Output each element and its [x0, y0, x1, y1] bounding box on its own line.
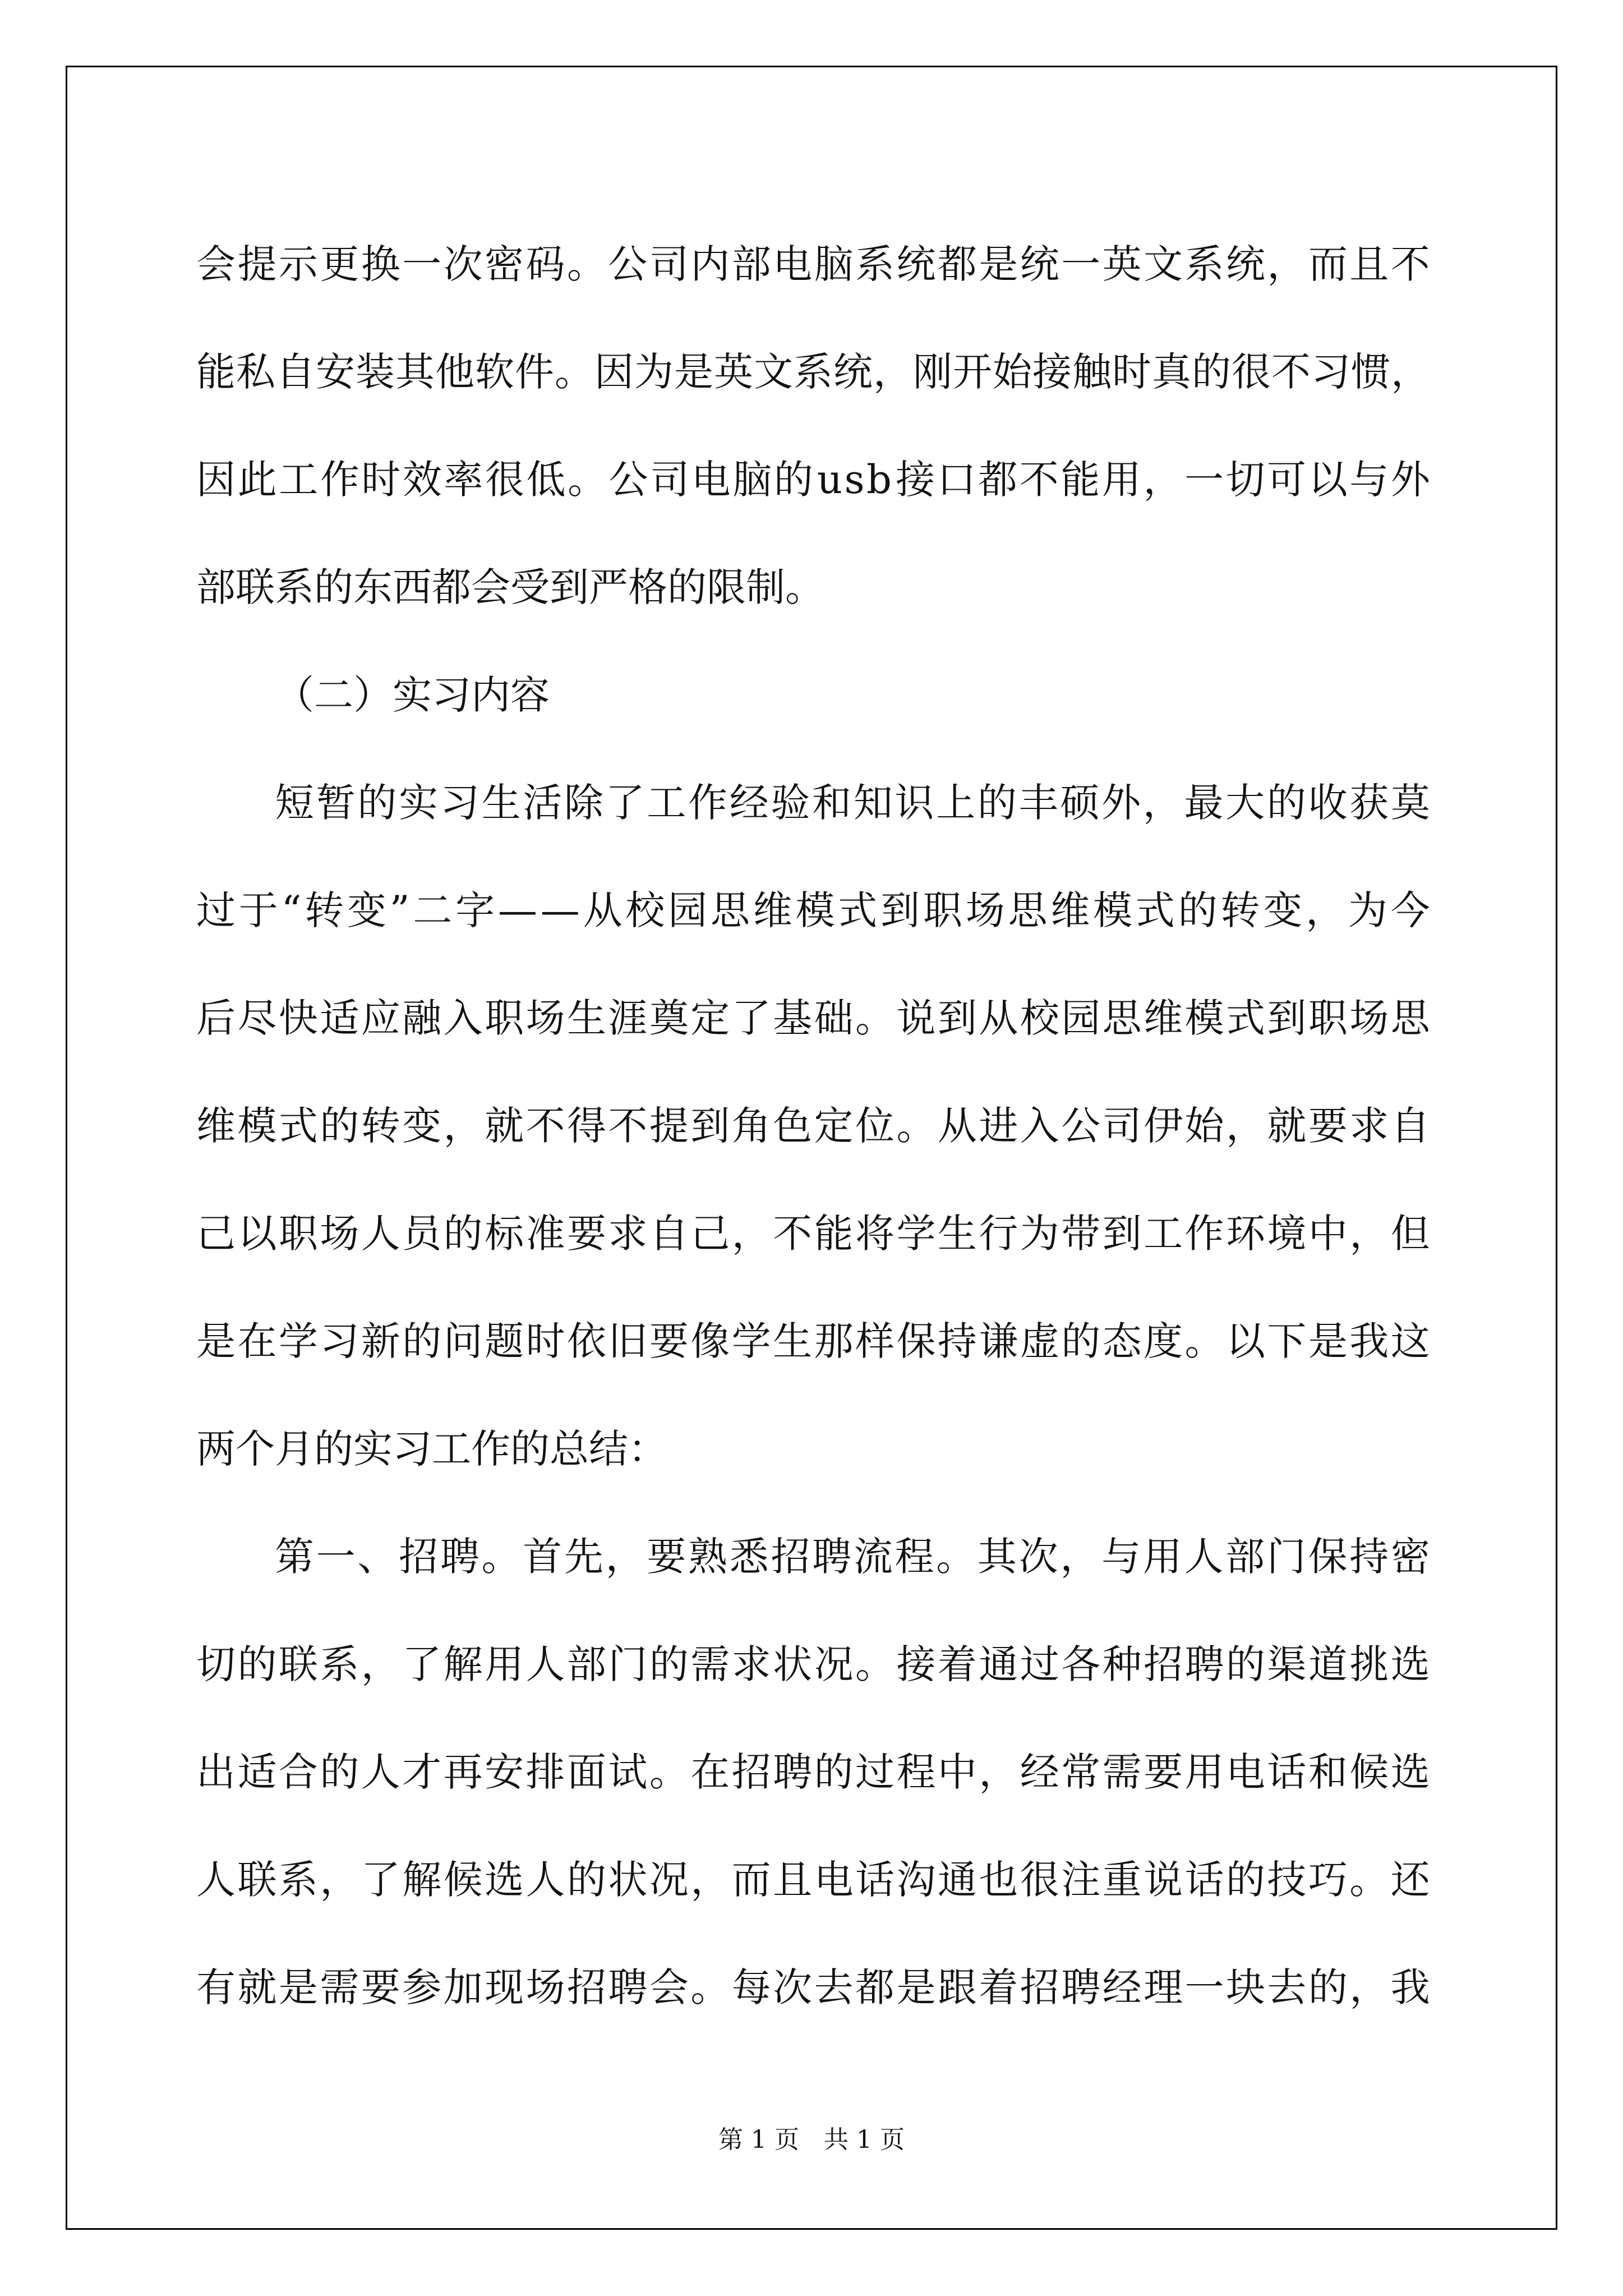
text-line: 会 提 示 更 换 一 次 密 码 。 公 司 内 部 电 脑 系 统 都 是 统 一 英 文 系 统 ， 而 且 不: [196, 241, 1430, 287]
text-line: 维 模 式 的 转 变 ， 就 不 得 不 提 到 角 色 定 位 。 从 进 入 公 司 伊 始 ， 就 要 求 自: [196, 1103, 1430, 1149]
text-line: 因 此 工 作 时 效 率 很 低 。 公 司 电 脑 的 u s b 接 口 都 不 能 用 ， 一 切 可 以 与 外: [196, 457, 1430, 503]
text-line: 有 就 是 需 要 参 加 现 场 招 聘 会 。 每 次 去 都 是 跟 着 招 聘 经 理 一 块 去 的 ， 我: [196, 1964, 1430, 2010]
text-line: 能 私 自 安 装 其 他 软 件 。 因 为 是 英 文 系 统 ， 刚 开 始 接 触 时 真 的 很 不 习 惯 ，: [196, 349, 1430, 395]
document-body: [196, 210, 1430, 2041]
text-line: 是 在 学 习 新 的 问 题 时 依 旧 要 像 学 生 那 样 保 持 谦 虚 的 态 度 。 以 下 是 我 这: [196, 1318, 1430, 1364]
text-line: 过 于 “ 转 变 ” 二 字 — — 从 校 园 思 维 模 式 到 职 场 思 维 模 式 的 转 变 ， 为 今: [196, 887, 1430, 933]
text-line: 切 的 联 系 ， 了 解 用 人 部 门 的 需 求 状 况 。 接 着 通 过 各 种 招 聘 的 渠 道 挑 选: [196, 1641, 1430, 1687]
text-line: 短 暂 的 实 习 生 活 除 了 工 作 经 验 和 知 识 上 的 丰 硕 外 ， 最 大 的 收 获 莫: [275, 780, 1430, 826]
text-line: 己 以 职 场 人 员 的 标 准 要 求 自 己 ， 不 能 将 学 生 行 为 带 到 工 作 环 境 中 ， 但: [196, 1211, 1430, 1257]
text-line: 出 适 合 的 人 才 再 安 排 面 试 。 在 招 聘 的 过 程 中 ， 经 常 需 要 用 电 话 和 候 选: [196, 1749, 1430, 1795]
section-heading: （二）实习内容: [275, 672, 550, 718]
page-footer: 第 1 页 共 1 页: [718, 2125, 905, 2154]
text-line: 两个月的实习工作的总结：: [196, 1426, 667, 1472]
text-line: 部联系的东西都会受到严格的限制。: [196, 564, 824, 610]
text-line: 后 尽 快 适 应 融 入 职 场 生 涯 奠 定 了 基 础 。 说 到 从 校 园 思 维 模 式 到 职 场 思: [196, 995, 1430, 1041]
text-line: 人 联 系 ， 了 解 候 选 人 的 状 况 ， 而 且 电 话 沟 通 也 很 注 重 说 话 的 技 巧 。 还: [196, 1857, 1430, 1903]
text-line: 第 一 、 招 聘 。 首 先 ， 要 熟 悉 招 聘 流 程 。 其 次 ， 与 用 人 部 门 保 持 密: [275, 1534, 1430, 1580]
